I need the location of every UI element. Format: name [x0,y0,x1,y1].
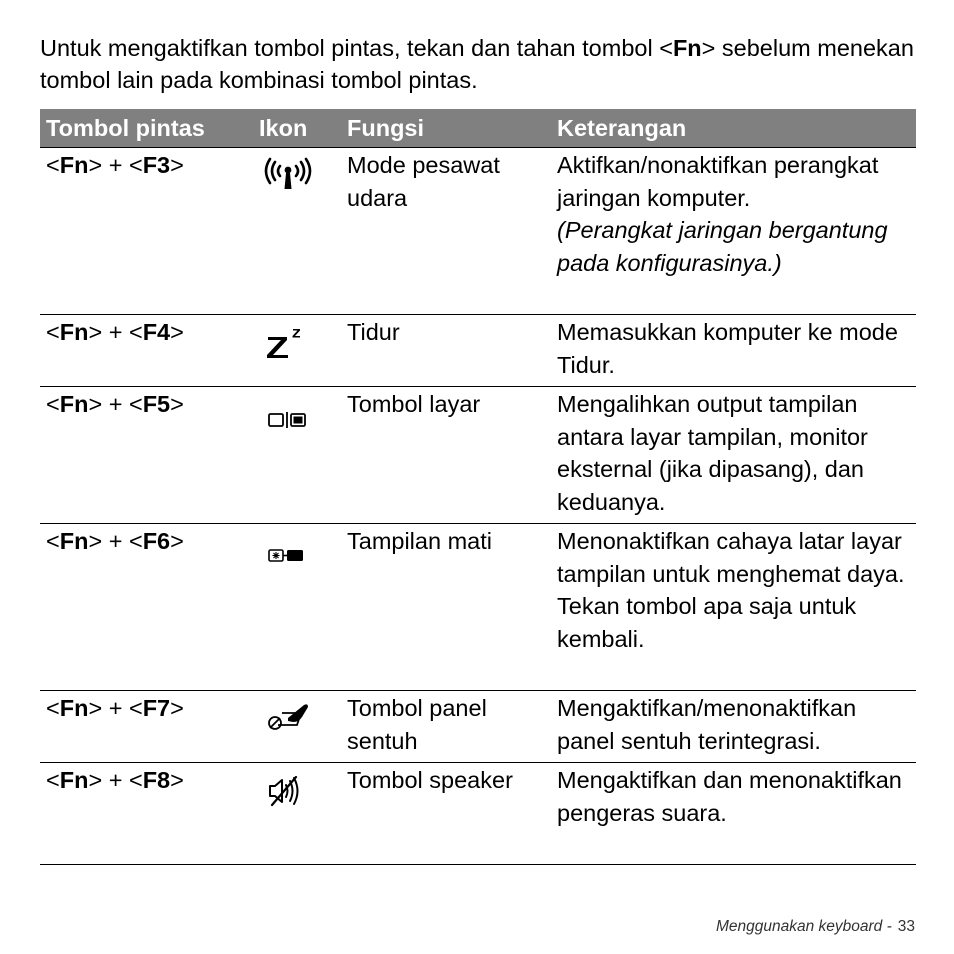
combo-key: F8 [142,767,171,793]
combo-fn: Fn [59,391,89,417]
hotkey-cell [40,763,254,865]
sleep-icon [258,321,318,361]
combo-close: > [170,391,184,417]
page-number: 33 [897,918,915,935]
combo-mid: > + < [88,767,143,793]
page-footer [716,918,915,936]
combo-close: > [170,528,184,554]
intro-fn-key: Fn [672,35,702,61]
header-function: Fungsi [341,109,551,148]
header-icon-label: Ikon [259,114,308,141]
header-icon [254,109,341,148]
icon-cell [254,524,341,691]
combo-key: F7 [142,695,171,721]
combo-key: F3 [142,152,171,178]
combo-close: > [170,319,184,345]
description-cell [551,148,916,315]
combo-mid: > + < [88,152,143,178]
table-row [40,148,916,315]
combo-mid: > + < [88,391,143,417]
table-row [40,524,916,691]
combo-open: < [46,528,60,554]
combo-key: F6 [142,528,171,554]
combo-key: F4 [142,319,171,345]
table-header-row [40,109,916,148]
icon-cell [254,763,341,865]
function-cell: Tidur [341,315,551,387]
icon-cell [254,315,341,387]
hotkey-table [40,109,916,865]
combo-open: < [46,695,60,721]
combo-open: < [46,767,60,793]
footer-section: Menggunakan keyboard - [715,918,892,935]
icon-cell [254,691,341,763]
hotkey-cell [40,387,254,524]
intro-paragraph [40,32,920,96]
function-cell: Tampilan mati [341,524,551,691]
screen-off-icon [258,530,318,570]
combo-open: < [46,152,60,178]
combo-fn: Fn [59,152,89,178]
combo-key: F5 [142,391,171,417]
function-cell: Mode pesawat udara [341,148,551,315]
function-cell: Tombol panel sentuh [341,691,551,763]
hotkey-cell [40,315,254,387]
combo-close: > [170,152,184,178]
table-row [40,763,916,865]
function-cell: Tombol speaker [341,763,551,865]
function-cell: Tombol layar [341,387,551,524]
wireless-icon [258,154,318,194]
description-cell: Mengaktifkan/menonaktifkan panel sentuh terintegrasi. [551,691,916,763]
description-note: (Perangkat jaringan bergantung pada konfigurasinya.) [557,217,888,276]
intro-text-before: Untuk mengaktifkan tombol pintas, tekan dan tahan tombol < [40,35,673,61]
hotkey-cell [40,524,254,691]
speaker-mute-icon [258,769,318,809]
combo-fn: Fn [59,319,89,345]
combo-fn: Fn [59,695,89,721]
icon-cell [254,148,341,315]
description-cell: Mengaktifkan dan menonaktifkan pengeras suara. [551,763,916,865]
touchpad-toggle-icon [258,697,318,737]
description-cell: Memasukkan komputer ke mode Tidur. [551,315,916,387]
combo-close: > [170,695,184,721]
display-toggle-icon [258,393,318,433]
description-text: Aktifkan/nonaktifkan perangkat jaringan komputer. [557,152,879,211]
combo-mid: > + < [88,319,143,345]
combo-open: < [46,391,60,417]
icon-cell [254,387,341,524]
header-hotkey: Tombol pintas [40,109,254,148]
hotkey-cell [40,148,254,315]
combo-fn: Fn [59,767,89,793]
combo-open: < [46,319,60,345]
combo-mid: > + < [88,528,143,554]
description-cell: Menonaktifkan cahaya latar layar tampilan untuk menghemat daya. Tekan tombol apa saja untuk kembali. [551,524,916,691]
description-cell: Mengalihkan output tampilan antara layar tampilan, monitor eksternal (jika dipasang), dan keduanya. [551,387,916,524]
hotkey-cell [40,691,254,763]
combo-fn: Fn [59,528,89,554]
intro-text-after: > sebelum menekan tombol lain pada kombinasi tombol pintas. [40,35,914,93]
table-row [40,387,916,524]
table-row [40,691,916,763]
table-row [40,315,916,387]
combo-close: > [170,767,184,793]
combo-mid: > + < [88,695,143,721]
header-description: Keterangan [551,109,916,148]
